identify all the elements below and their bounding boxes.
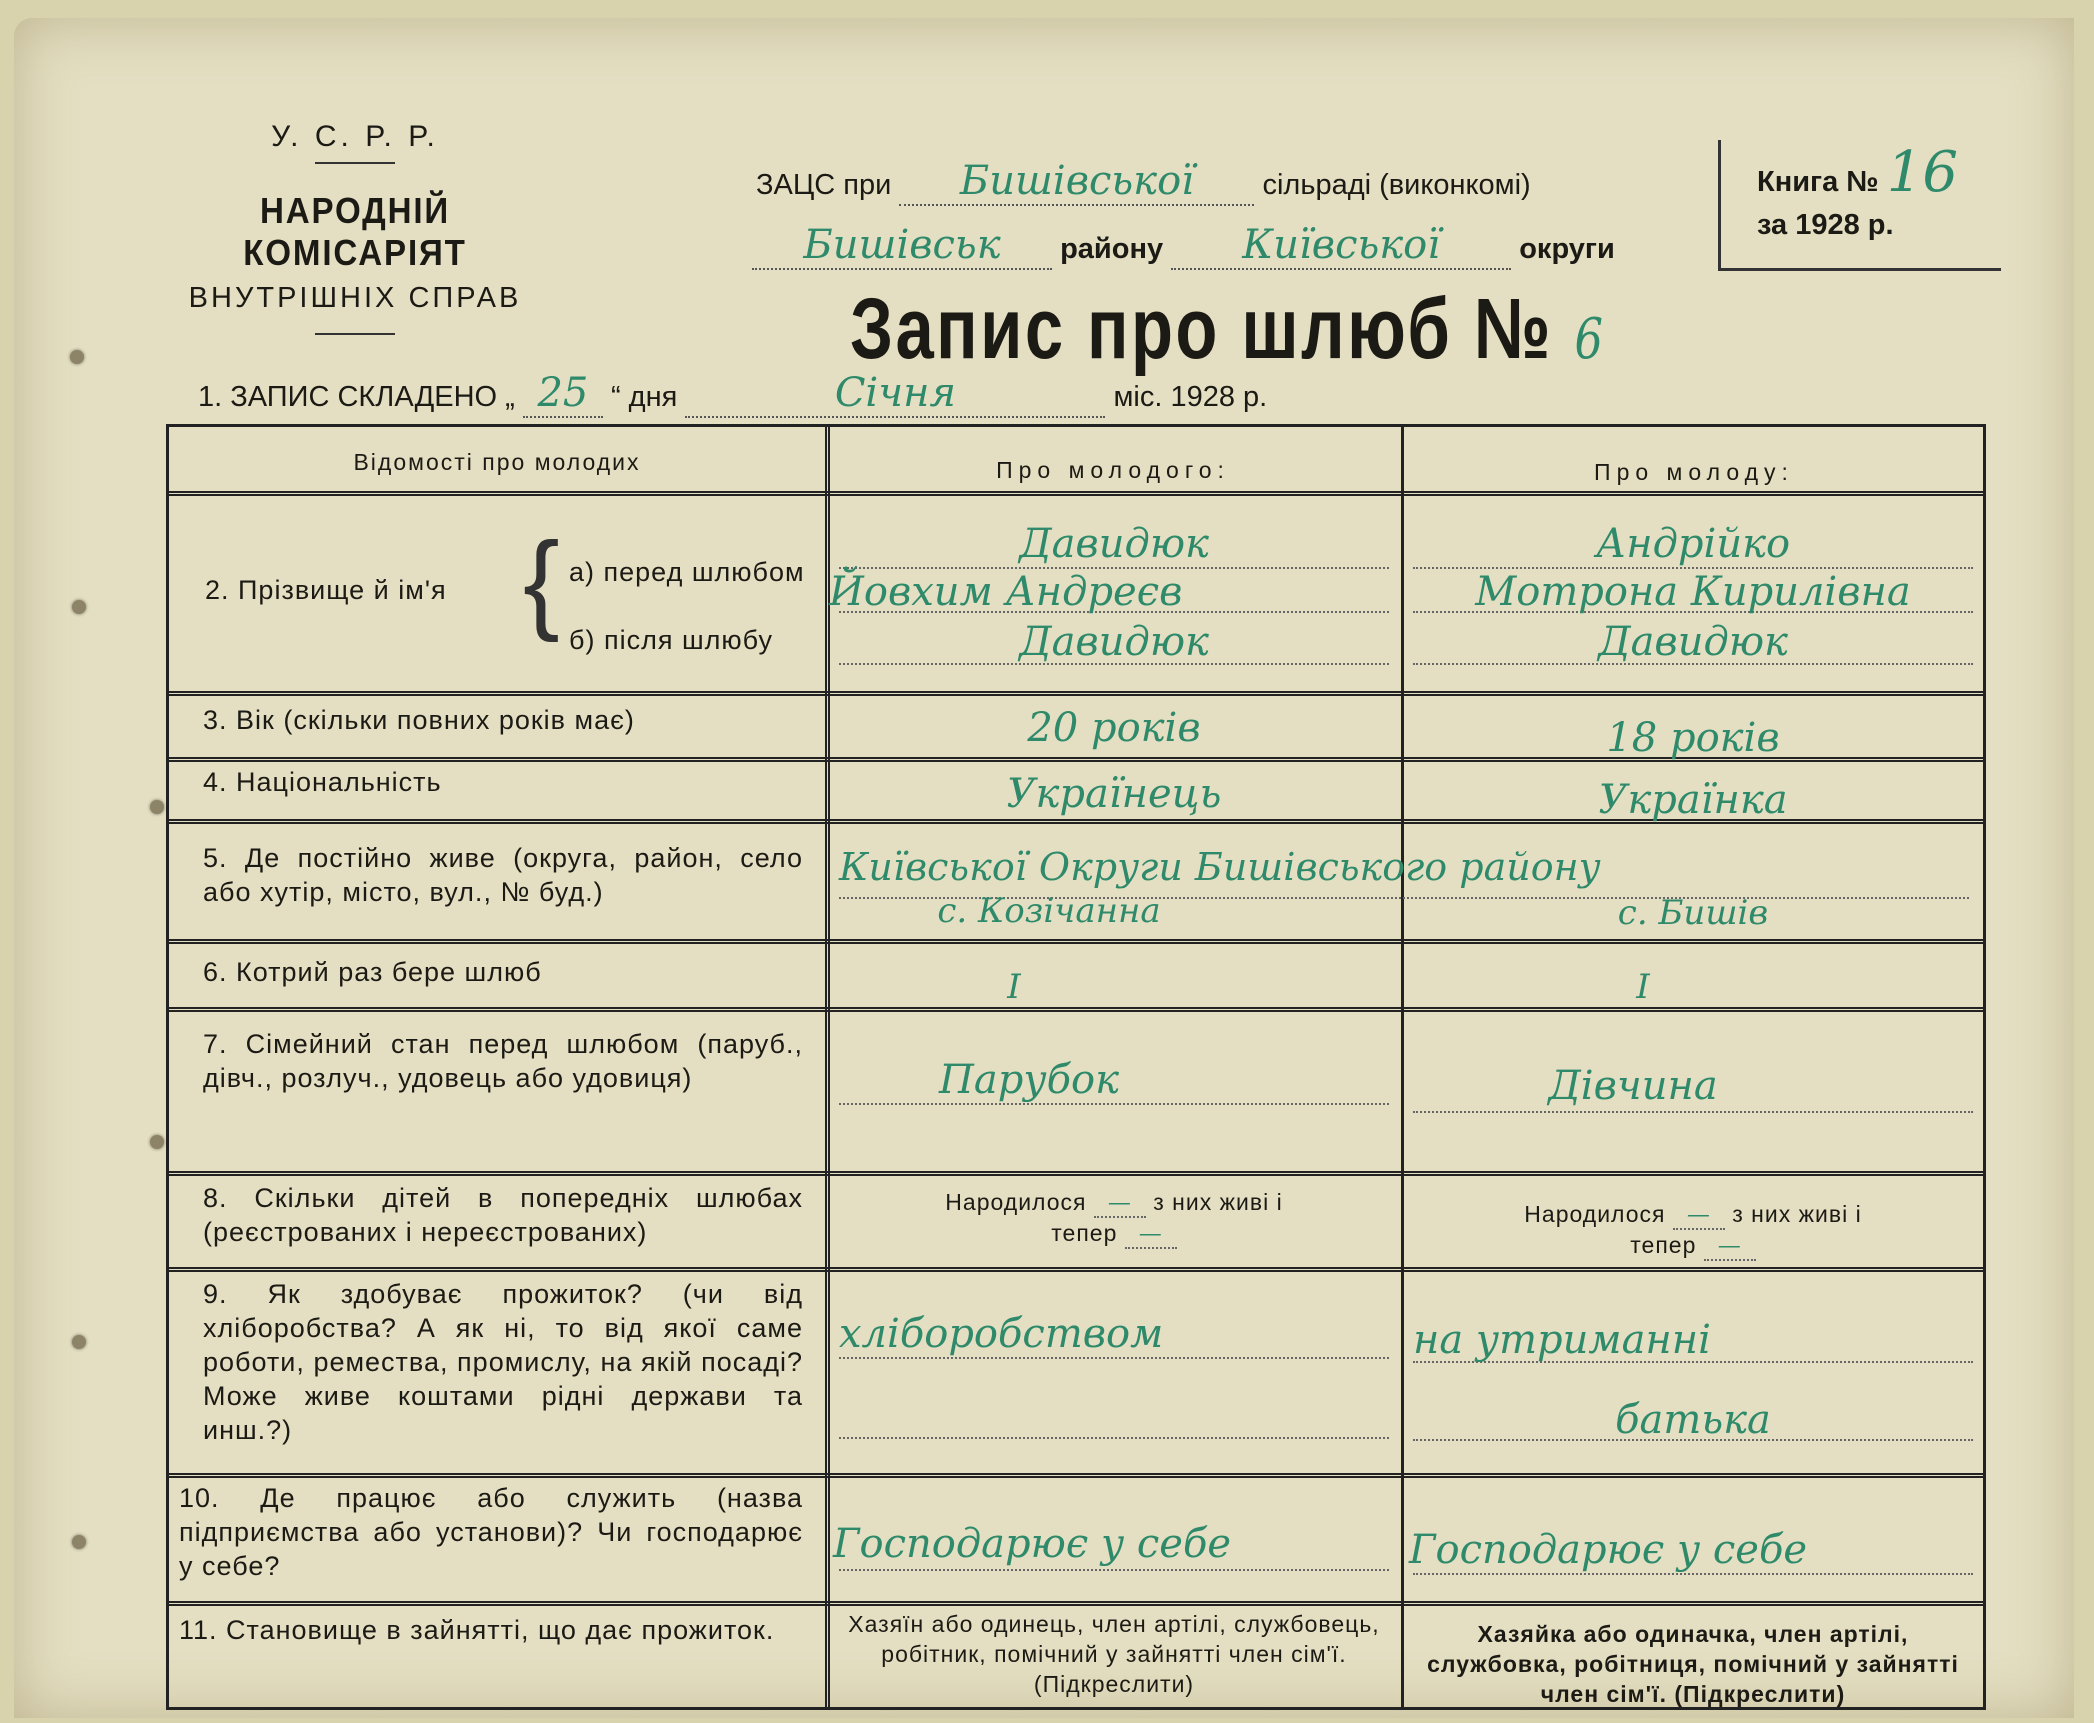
bride-family-status: Дівчина — [1548, 1063, 1718, 1109]
groom-livelihood: хліборобством — [839, 1311, 1164, 1357]
groom-occupation: Хазяїн або одинець, член артілі, службовець, робітник, помічний у зайнятті член сім'ї. (Підкреслити) — [848, 1611, 1380, 1697]
date-day: 25 — [537, 370, 589, 416]
livelihood-label: 9. Як здобуває прожиток? (чи від хліборобства? А як ні, то від якої саме роботи, ремества, промислу, на якій посаді? Може живе коштами рідні держави та инш.?) — [203, 1279, 803, 1445]
document-title — [850, 280, 1605, 379]
title-text: Запис про шлюб № — [850, 281, 1553, 377]
bride-age: 18 років — [1606, 715, 1780, 761]
marriage-count-label: 6. Котрий раз бере шлюб — [203, 957, 542, 987]
bride-occupation: Хазяйка або одиначка, член артілі, службовка, робітниця, помічний у зайнятті член сім'ї. (Підкреслити) — [1427, 1621, 1959, 1707]
record-number: 6 — [1574, 307, 1606, 372]
okruha-label: округи — [1519, 233, 1615, 265]
bride-name-before: Мотрона Кирилівна — [1475, 569, 1911, 615]
raion-line — [752, 222, 1615, 270]
groom-residence: с. Козічанна — [937, 891, 1161, 931]
groom-marriage-count: I — [1007, 967, 1021, 1007]
bride-livelihood-2: батька — [1615, 1397, 1771, 1443]
groom-children: Народилося — з них живі і тепер — — [945, 1189, 1283, 1247]
book-year: за 1928 р. — [1757, 209, 1894, 241]
shared-residence: Київської Округи Бишівського району — [839, 845, 1601, 889]
department-label: ВНУТРІШНІХ СПРАВ — [188, 282, 522, 314]
record-table: Відомості про молодих Про молодого: Про молоду: 2. Прізвище й ім'я { а) перед шлюбом б) після шлюбу Давидюк Йовхим Андреєв Давидюк Андрійко Мотрона Кирилівна Давидюк 3. Вік (скільки повних років має) 20 років 18 років 4. Національність Українець Українка 5. Де постійно живе (округа, район, село або хутір, місто, вул., № буд.) Київської Округи Бишівського району с. Козічанна с. Бишів 6. Котрий раз бере шлюб I I 7. Сімейний стан перед шлюбом (паруб., дівч., розлуч., удовець або удовиця) Парубок Дівчина 8. Скільки дітей в попередніх шлюбах (реєстрованих і нереєстрованих) Народилося — з них живі і тепер — Народилося — з них живі і тепер — 9. Як здобуває прожиток? (чи від хліборобства? А як ні, то від якої саме роботи, ремества, промислу, на якій посаді? Може живе коштами рідні держави та инш.?) хліборобством на утриманні батька 10. Де працює або служить (назва підприємства або установи)? Чи господарює у себе? Господарює у себе Господарює у себе 11. Становище в зайнятті, що дає прожиток. Хазяїн або одинець, член артілі, службовець, робітник, помічний у зайнятті член сім'ї. (Підкреслити) Хазяйка або одиначка, член артілі, службовка, робітниця, помічний у зайнятті член сім'ї. (Підкреслити) — [166, 424, 1986, 1710]
nationality-label: 4. Національність — [203, 767, 442, 797]
bride-livelihood-1: на утриманні — [1413, 1317, 1711, 1363]
name-label: 2. Прізвище й ім'я — [205, 575, 447, 605]
date-line — [198, 370, 1267, 418]
groom-family-status: Парубок — [939, 1057, 1119, 1103]
zags-line — [756, 158, 1531, 206]
groom-nationality: Українець — [1006, 771, 1222, 817]
family-status-label: 7. Сімейний стан перед шлюбом (паруб., дівч., розлуч., удовець або удовиця) — [203, 1029, 803, 1093]
groom-name-before: Йовхим Андреєв — [829, 569, 1183, 615]
bride-nationality: Українка — [1598, 777, 1788, 823]
name-before-label: а) перед шлюбом — [569, 557, 805, 587]
groom-workplace: Господарює у себе — [833, 1521, 1232, 1567]
date-prefix: 1. ЗАПИС СКЛАДЕНО „ — [198, 381, 515, 413]
raion-name: Бишівськ — [803, 222, 1001, 268]
okruha-name: Київської — [1242, 222, 1441, 268]
col-info-header: Відомості про молодих — [353, 449, 641, 475]
date-day-label: “ дня — [610, 381, 678, 413]
bride-surname-before: Андрійко — [1595, 521, 1791, 567]
bride-workplace: Господарює у себе — [1409, 1527, 1808, 1573]
book-number: 16 — [1886, 140, 1958, 205]
col-bride-header: Про молоду: — [1594, 459, 1794, 485]
groom-surname-after: Давидюк — [1019, 619, 1209, 665]
workplace-label: 10. Де працює або служить (назва підприємства або установи)? Чи господарює у себе? — [179, 1483, 803, 1581]
zags-prefix: ЗАЦС при — [756, 169, 892, 201]
zags-suffix: сільраді (виконкомі) — [1262, 169, 1531, 201]
children-label: 8. Скільки дітей в попередніх шлюбах (реєстрованих і нереєстрованих) — [203, 1183, 803, 1247]
age-label: 3. Вік (скільки повних років має) — [203, 705, 635, 735]
col-groom-header: Про молодого: — [996, 457, 1230, 483]
republic-label: У. С. Р. Р. — [271, 120, 439, 153]
issuer-block — [170, 120, 540, 343]
commissariat-label: НАРОДНІЙ КОМІСАРІЯТ — [243, 190, 467, 273]
zags-village: Бишівської — [959, 158, 1194, 204]
date-month: Січня — [834, 370, 956, 416]
bride-residence: с. Бишів — [1617, 893, 1769, 933]
groom-age: 20 років — [1027, 705, 1201, 751]
book-box — [1718, 140, 2001, 271]
name-after-label: б) після шлюбу — [569, 625, 773, 655]
bride-surname-after: Давидюк — [1598, 619, 1788, 665]
date-suffix: міс. 1928 р. — [1113, 381, 1268, 413]
residence-label: 5. Де постійно живе (округа, район, село або хутір, місто, вул., № буд.) — [203, 843, 803, 907]
book-label: Книга № — [1757, 166, 1879, 198]
raion-label: району — [1060, 233, 1164, 265]
bride-children: Народилося — з них живі і тепер — — [1524, 1201, 1862, 1259]
bride-marriage-count: I — [1636, 967, 1650, 1007]
occupation-label: 11. Становище в зайнятті, що дає прожиток. — [179, 1615, 775, 1645]
groom-surname-before: Давидюк — [1019, 521, 1209, 567]
